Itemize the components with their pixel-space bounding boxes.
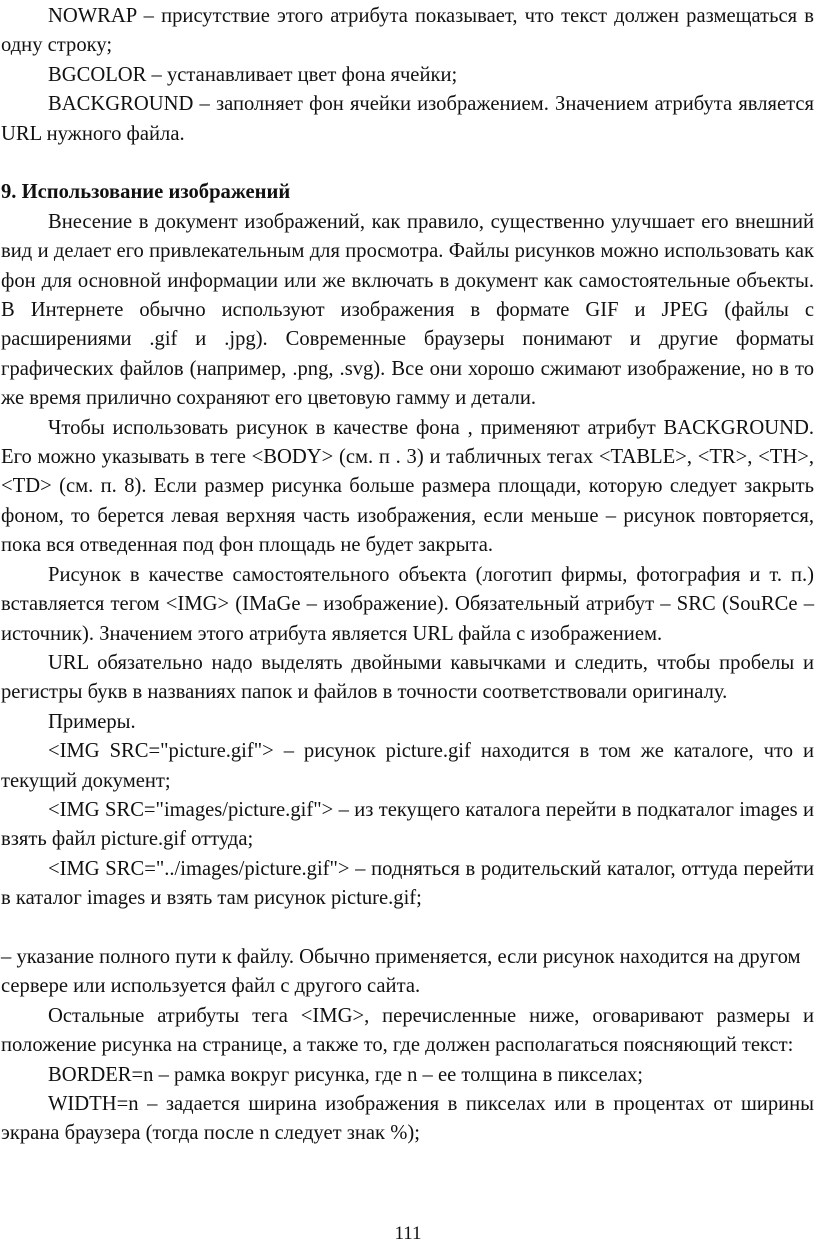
blank-line <box>1 914 814 943</box>
paragraph-img-tag: Рисунок в качестве самостоятельного объекта (логотип фирмы, фотография и т. п.) вставляется тегом <IMG> (IMaGe – изображение). Обязательный атрибут – SRC (SouRCe – источник). Значением этого атрибута является URL файла с изображением. <box>1 563 814 645</box>
paragraph-background-usage: Чтобы использовать рисунок в качестве фона , применяют атрибут BACKGROUND. Его можно указывать в теге <BODY> (см. п . 3) и табличных тегах <TABLE>, <TR>, <TH>, <TD> (см. п. 8). Если размер рисунка больше размера площади, которую следует закрыть фоном, то берется левая верхняя часть изображения, если меньше – рисунок повторяется, пока вся отведенная под фон площадь не будет закрыта. <box>1 416 814 557</box>
paragraph-nowrap: NOWRAP – присутствие этого атрибута показывает, что текст должен размещаться в одну строку; <box>1 5 814 57</box>
paragraph-example-subdir: <IMG SRC="images/picture.gif"> – из текущего каталога перейти в подкаталог images и взять файл picture.gif оттуда; <box>1 798 814 851</box>
section-title: 9. Использование изображений <box>1 181 291 204</box>
paragraph-other-attributes: Остальные атрибуты тега <IMG>, перечисленные ниже, оговаривают размеры и положение рисунка на странице, а также то, где должен располагаться поясняющий текст: <box>1 1004 814 1057</box>
paragraph-images-intro: Внесение в документ изображений, как правило, существенно улучшает его внешний вид и делает его привлекательным для просмотра. Файлы рисунков можно использовать как фон для основной информации или же включать в документ как самостоятельные объекты. В Интернете обычно используют изображения в формате GIF и JPEG (файлы с расширениями .gif и .jpg). Современные браузеры понимают и другие форматы графических файлов (например, .png, .svg). Все они хорошо сжимают изображение, но в то же время прилично сохраняют его цветовую гамму и детали. <box>1 210 814 410</box>
document-page <box>0 2 816 1149</box>
paragraph-bgcolor: BGCOLOR – устанавливает цвет фона ячейки; <box>48 63 458 86</box>
paragraph-border: BORDER=n – рамка вокруг рисунка, где n – ее толщина в пикселах; <box>48 1063 644 1086</box>
paragraph-examples-label: Примеры. <box>48 710 136 733</box>
paragraph-full-path: – указание полного пути к файлу. Обычно применяется, если рисунок находится на другом сервере или используется файл с другого сайта. <box>1 945 801 998</box>
page-number: 111 <box>394 1223 422 1244</box>
paragraph-width: WIDTH=n – задается ширина изображения в пикселах или в процентах от ширины экрана браузера (тогда после n следует знак %); <box>1 1093 814 1145</box>
paragraph-example-parent-dir: <IMG SRC="../images/picture.gif"> – подняться в родительский каталог, оттуда перейти в каталог images и взять там рисунок picture.gif; <box>1 857 814 910</box>
paragraph-url-quotes: URL обязательно надо выделять двойными кавычками и следить, чтобы пробелы и регистры букв в названиях папок и файлов в точности соответствовали оригиналу. <box>1 651 814 704</box>
paragraph-example-same-dir: <IMG SRC="picture.gif"> – рисунок picture.gif находится в том же каталоге, что и текущий документ; <box>1 740 814 792</box>
paragraph-background: BACKGROUND – заполняет фон ячейки изображением. Значением атрибута является URL нужного файла. <box>1 93 814 145</box>
